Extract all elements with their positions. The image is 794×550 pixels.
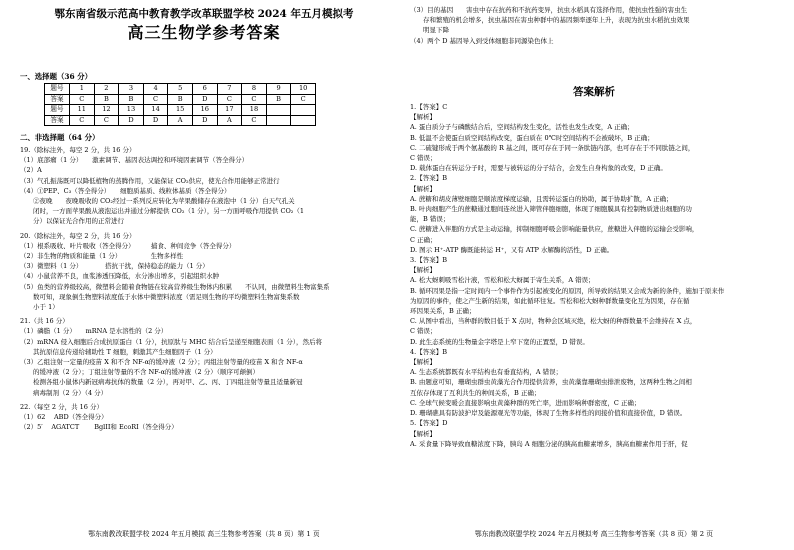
answer-line: （2）A bbox=[20, 166, 42, 175]
answer-cell: D bbox=[119, 115, 144, 126]
answer-line: （5）鱼类的营养级较高，微塑料会随着食物链在较高营养级生物体内积累 不认同，由微塑料生物富集系 bbox=[20, 282, 330, 291]
answer-line: 分）以保证光合作用的正常进行 bbox=[20, 217, 124, 226]
answer-cell: 4 bbox=[143, 84, 168, 95]
answer-cell: C bbox=[291, 94, 316, 105]
answer-line: （2）非生物的物质和能量（1 分） 生物多样性 bbox=[20, 252, 184, 261]
answer-line: （1）根系吸收、叶片吸收（答全得分） 捕食、种间竞争（答全得分） bbox=[20, 241, 236, 250]
explanation-line: 【解析】 bbox=[410, 266, 436, 275]
explanation-line: 为原因的事件，使之产生新的结果，如此循环往复。雪松和松大蚜种群数量变化互为因果，存在循 bbox=[410, 296, 690, 305]
explanation-line: 【解析】 bbox=[410, 113, 436, 122]
explanation-line: 4.【答案】B bbox=[410, 347, 447, 356]
explanation-line: C. 蔗糖进入伴胞的方式是主动运输，抑制细胞呼吸会影响能量供应，蔗糖进入伴胞的运输会受影响， bbox=[410, 225, 699, 234]
page-1 bbox=[18, 0, 390, 550]
explanation-heading: 答案解析 bbox=[573, 86, 615, 98]
answer-cell: 3 bbox=[119, 84, 144, 95]
answer-line: ②夜晚 夜晚吸收的 CO₂经过一系列反应转化为苹果酸储存在液泡中（1 分）白天气孔关 bbox=[20, 197, 295, 206]
answer-line: 其抗原信息传递给辅助性 T 细胞，刺激其产生细胞因子（1 分） bbox=[20, 347, 217, 356]
explanation-line: C. 二硫键形成于两个氨基酸的 R 基之间，既可存在于同一条肽链内部，也可存在于不同肽链之间， bbox=[410, 143, 695, 152]
answer-cell: A bbox=[217, 115, 242, 126]
explanation-line: 3.【答案】B bbox=[410, 256, 447, 265]
page-2 bbox=[408, 0, 780, 550]
answer-cell: 17 bbox=[217, 105, 242, 116]
answer-cell bbox=[291, 105, 316, 116]
explanation-line: C 错误； bbox=[410, 327, 437, 336]
explanation-line: 2.【答案】B bbox=[410, 174, 447, 183]
exam-title: 鄂东南省级示范高中教育教学改革联盟学校 2024 年五月模拟考 bbox=[54, 8, 354, 20]
explanation-line: D. 图示 H⁺-ATP 酶既能转运 H⁺，又有 ATP 水解酶的活性，D 正确。 bbox=[410, 245, 614, 254]
explanation-line: A. 蔗糖和胡皮薄壁细胞是顺浓度梯度运输，且需转运蛋白的协助，属于协助扩散，A 正确； bbox=[410, 194, 673, 203]
answer-cell: C bbox=[70, 115, 95, 126]
explanation-line: A. 松大蚜刺吸雪松汁液，雪松和松大蚜属于寄生关系，A 错误； bbox=[410, 276, 595, 285]
answer-line: （3）目的基因 害虫中存在抗药和不抗药变异，抗虫水稻具有选择作用，使抗虫性强的害虫生 bbox=[410, 6, 688, 14]
answer-line: 病毒制剂（2 分）（4 分） bbox=[20, 388, 108, 397]
answer-cell: 16 bbox=[192, 105, 217, 116]
explanation-line: 1.【答案】C bbox=[410, 103, 448, 111]
answer-cell: 14 bbox=[143, 105, 168, 116]
answer-line: 闭时，一方面苹果酸从液泡运出并通过分解提供 CO₂（1 分），另一方面呼吸作用提供 CO₂（1 bbox=[20, 207, 305, 216]
answer-cell: C bbox=[143, 94, 168, 105]
answer-cell: 13 bbox=[119, 105, 144, 116]
answer-cell: C bbox=[217, 94, 242, 105]
explanation-line: D. 珊瑚礁具有防波护岸及能源观光等功能，体现了生物多样性的间接价值和直接价值，D 错误。 bbox=[410, 409, 687, 418]
row-header-cell: 题号 bbox=[45, 84, 70, 95]
explanation-line: A. 采食量下降导致血糖浓度下降，胰岛 A 细胞分泌的胰高血糖素增多，胰高血糖素作用于肝，促 bbox=[410, 439, 688, 448]
answer-line: 的缓冲液（2 分）；丁组注射等量的不含 NF-α的缓冲液（2 分）（顺序可颠倒） bbox=[20, 368, 259, 377]
answer-line: 20.（除标注外，每空 2 分，共 16 分） bbox=[20, 231, 136, 240]
open-question-answers bbox=[20, 145, 390, 432]
explanation-line: B. 低温不会使蛋白质空间结构改变，蛋白质在 0℃时空间结构不会被破坏，B 正确； bbox=[410, 133, 654, 142]
answer-table-row bbox=[45, 84, 316, 95]
explanation-line: D. 此生态系统的生物量金字塔是上窄下宽的正置型，D 错误。 bbox=[410, 337, 589, 346]
answer-line: 21.（共 16 分） bbox=[20, 317, 69, 326]
answer-cell: C bbox=[242, 94, 267, 105]
explanation-line: 能，B 错误； bbox=[410, 215, 450, 224]
answer-cell: 9 bbox=[266, 84, 291, 95]
answer-cell: 6 bbox=[192, 84, 217, 95]
answer-cell: 1 bbox=[70, 84, 95, 95]
answer-line: （4）①PEP、C₃（答全得分） 细胞质基质、线粒体基质（答全得分） bbox=[20, 186, 231, 195]
explanation-line: 互依存体现了互利共生的种间关系，B 正确； bbox=[410, 388, 541, 397]
explanation-line: 【解析】 bbox=[410, 429, 436, 438]
explanation-line: B. 叶肉细胞产生的蔗糖通过胞间连丝进入筛管伴胞细胞，体现了细胞膜具有控制物质进出细胞的功 bbox=[410, 205, 692, 214]
answer-line: 19.（除标注外，每空 2 分，共 16 分） bbox=[20, 146, 136, 154]
answer-cell: 5 bbox=[168, 84, 193, 95]
answer-cell: 2 bbox=[94, 84, 119, 95]
answer-cell: C bbox=[242, 115, 267, 126]
explanation-line: C. 从图中看出，当种群的数目低于 X 点时，物种会区域灭绝，松大蚜的种群数量不会维持在 X 点， bbox=[410, 317, 697, 326]
explanation-line: C 正确； bbox=[410, 235, 437, 244]
explanation-line: D. 载体蛋白在转运分子时，需要与被转运的分子结合，会发生自身构象的改变，D 正确。 bbox=[410, 164, 667, 173]
answer-line: （1）62 ABD（答全得分） bbox=[20, 413, 108, 422]
explanation-line: C. 全球气候变暖会直接影响虫黄藻种群的死亡率，进而影响种群密度，C 正确； bbox=[410, 398, 641, 407]
answer-cell: C bbox=[94, 115, 119, 126]
answer-table-row bbox=[45, 115, 316, 126]
q22-continued bbox=[410, 5, 780, 46]
answer-cell: B bbox=[266, 94, 291, 105]
answer-cell: 18 bbox=[242, 105, 267, 116]
explanation-line: B. 由题意可知，珊瑚虫群虫黄藻光合作用提供营养，虫黄藻靠珊瑚虫排泄废物，这两种生物之间相 bbox=[410, 378, 692, 387]
answer-cell: D bbox=[192, 115, 217, 126]
explanation-line: 5.【答案】D bbox=[410, 419, 448, 428]
answer-line: （2）5′ AGATCT BglII和 EcoRI（答全得分） bbox=[20, 423, 178, 432]
answer-line: 22.（每空 2 分，共 16 分） bbox=[20, 402, 104, 411]
answer-line: 存和繁殖的机会增多，抗虫基因在害虫种群中的基因频率逐年上升，表现为抗虫水稻抗虫效果 bbox=[410, 16, 690, 25]
answer-cell: B bbox=[168, 94, 193, 105]
answer-cell: 12 bbox=[94, 105, 119, 116]
page-footer-2: 鄂东南教改联盟学校 2024 年五月模拟考 高三生物参考答案（共 8 页）第 2 页 bbox=[474, 530, 714, 538]
answer-cell: B bbox=[119, 94, 144, 105]
page-footer-1: 鄂东南教改联盟学校 2024 年五月模拟 高三生物参考答案（共 8 页）第 1 页 bbox=[88, 530, 320, 538]
explanation-line: 【解析】 bbox=[410, 184, 436, 193]
answer-cell bbox=[291, 115, 316, 126]
answer-line: 明显下降 bbox=[410, 26, 449, 35]
answer-line: （3）乙组注射一定量的疫苗 X 和不含 NF-α的缓冲液（2 分）；丙组注射等量的疫苗 X 和含 NF-α bbox=[20, 358, 303, 367]
answer-cell: D bbox=[192, 94, 217, 105]
answer-cell: 8 bbox=[242, 84, 267, 95]
section-open-heading: 二、非选择题（64 分） bbox=[20, 133, 100, 142]
answer-cell: 7 bbox=[217, 84, 242, 95]
answer-title: 高三生物学参考答案 bbox=[127, 23, 281, 42]
answer-cell bbox=[266, 115, 291, 126]
answer-line: 小于 1） bbox=[20, 303, 59, 312]
answer-table-row bbox=[45, 105, 316, 116]
row-header-cell: 答案 bbox=[45, 94, 70, 105]
answer-cell: A bbox=[168, 115, 193, 126]
answer-cell: C bbox=[70, 94, 95, 105]
answer-line: （1）磷脂（1 分） mRNA 是水溶性的（2 分） bbox=[20, 327, 168, 336]
answer-line: （1）底部瘤（1 分） 激素调节、基因表达调控和环境因素调节（答全得分） bbox=[20, 156, 249, 165]
explanation-line: 【解析】 bbox=[410, 358, 436, 367]
row-header-cell: 答案 bbox=[45, 115, 70, 126]
answer-cell: 11 bbox=[70, 105, 95, 116]
answer-cell: B bbox=[94, 94, 119, 105]
answer-line: （3）气孔振荡既可以降低植物的蒸腾作用，又能保证 CO₂供应，使光合作用能够正常进行 bbox=[20, 176, 280, 185]
answer-line: 检测各组小鼠体内新冠病毒抗体的数量（2 分），再对甲、乙、丙、丁四组注射等量且适量新冠 bbox=[20, 378, 303, 387]
answer-table-row bbox=[45, 94, 316, 105]
answer-line: （3）微塑料（1 分） 搭抗干扰，保持稳态的能力（1 分） bbox=[20, 262, 209, 271]
explanation-line: C 错误； bbox=[410, 154, 437, 163]
answer-cell: 15 bbox=[168, 105, 193, 116]
answer-cell bbox=[266, 105, 291, 116]
answer-line: （4）小鼠营养不良，血浆渗透压降低，水分渗出增多，引起组织水肿 bbox=[20, 272, 220, 281]
section-choice-heading: 一、选择题（36 分） bbox=[20, 72, 92, 81]
answer-cell: D bbox=[143, 115, 168, 126]
answer-line: （2）mRNA 侵入细胞后合成抗原蛋白（1 分），抗原肽与 MHC 结合后呈递至细胞表面（1 分），然后将 bbox=[20, 337, 322, 346]
explanation-line: 环因果关系，B 正确； bbox=[410, 307, 476, 316]
answer-line: （4）两个 D 基因导入到受体细胞非同源染色体上 bbox=[410, 36, 554, 45]
explanation-line: B. 循环因果是指一定时间内一个事件作为引起被变化的原因，所导致的结果又会成为新的条件，施加于原来作 bbox=[410, 286, 725, 295]
explanation-line: A. 蛋白质分子与磷酸结合后，空间结构发生变化，活性也发生改变，A 正确； bbox=[410, 123, 634, 132]
answer-line: 数可知，现象倒生物塑料浓度低于水体中微塑料浓度（需足则生物的平均微塑料生物富集系数 bbox=[20, 292, 300, 301]
answer-cell: 10 bbox=[291, 84, 316, 95]
row-header-cell: 题号 bbox=[45, 105, 70, 116]
answer-table bbox=[44, 83, 316, 126]
explanation-line: A. 生态系统都既有水平结构也有垂直结构，A 错误； bbox=[410, 368, 563, 377]
answer-explanations bbox=[410, 102, 780, 449]
